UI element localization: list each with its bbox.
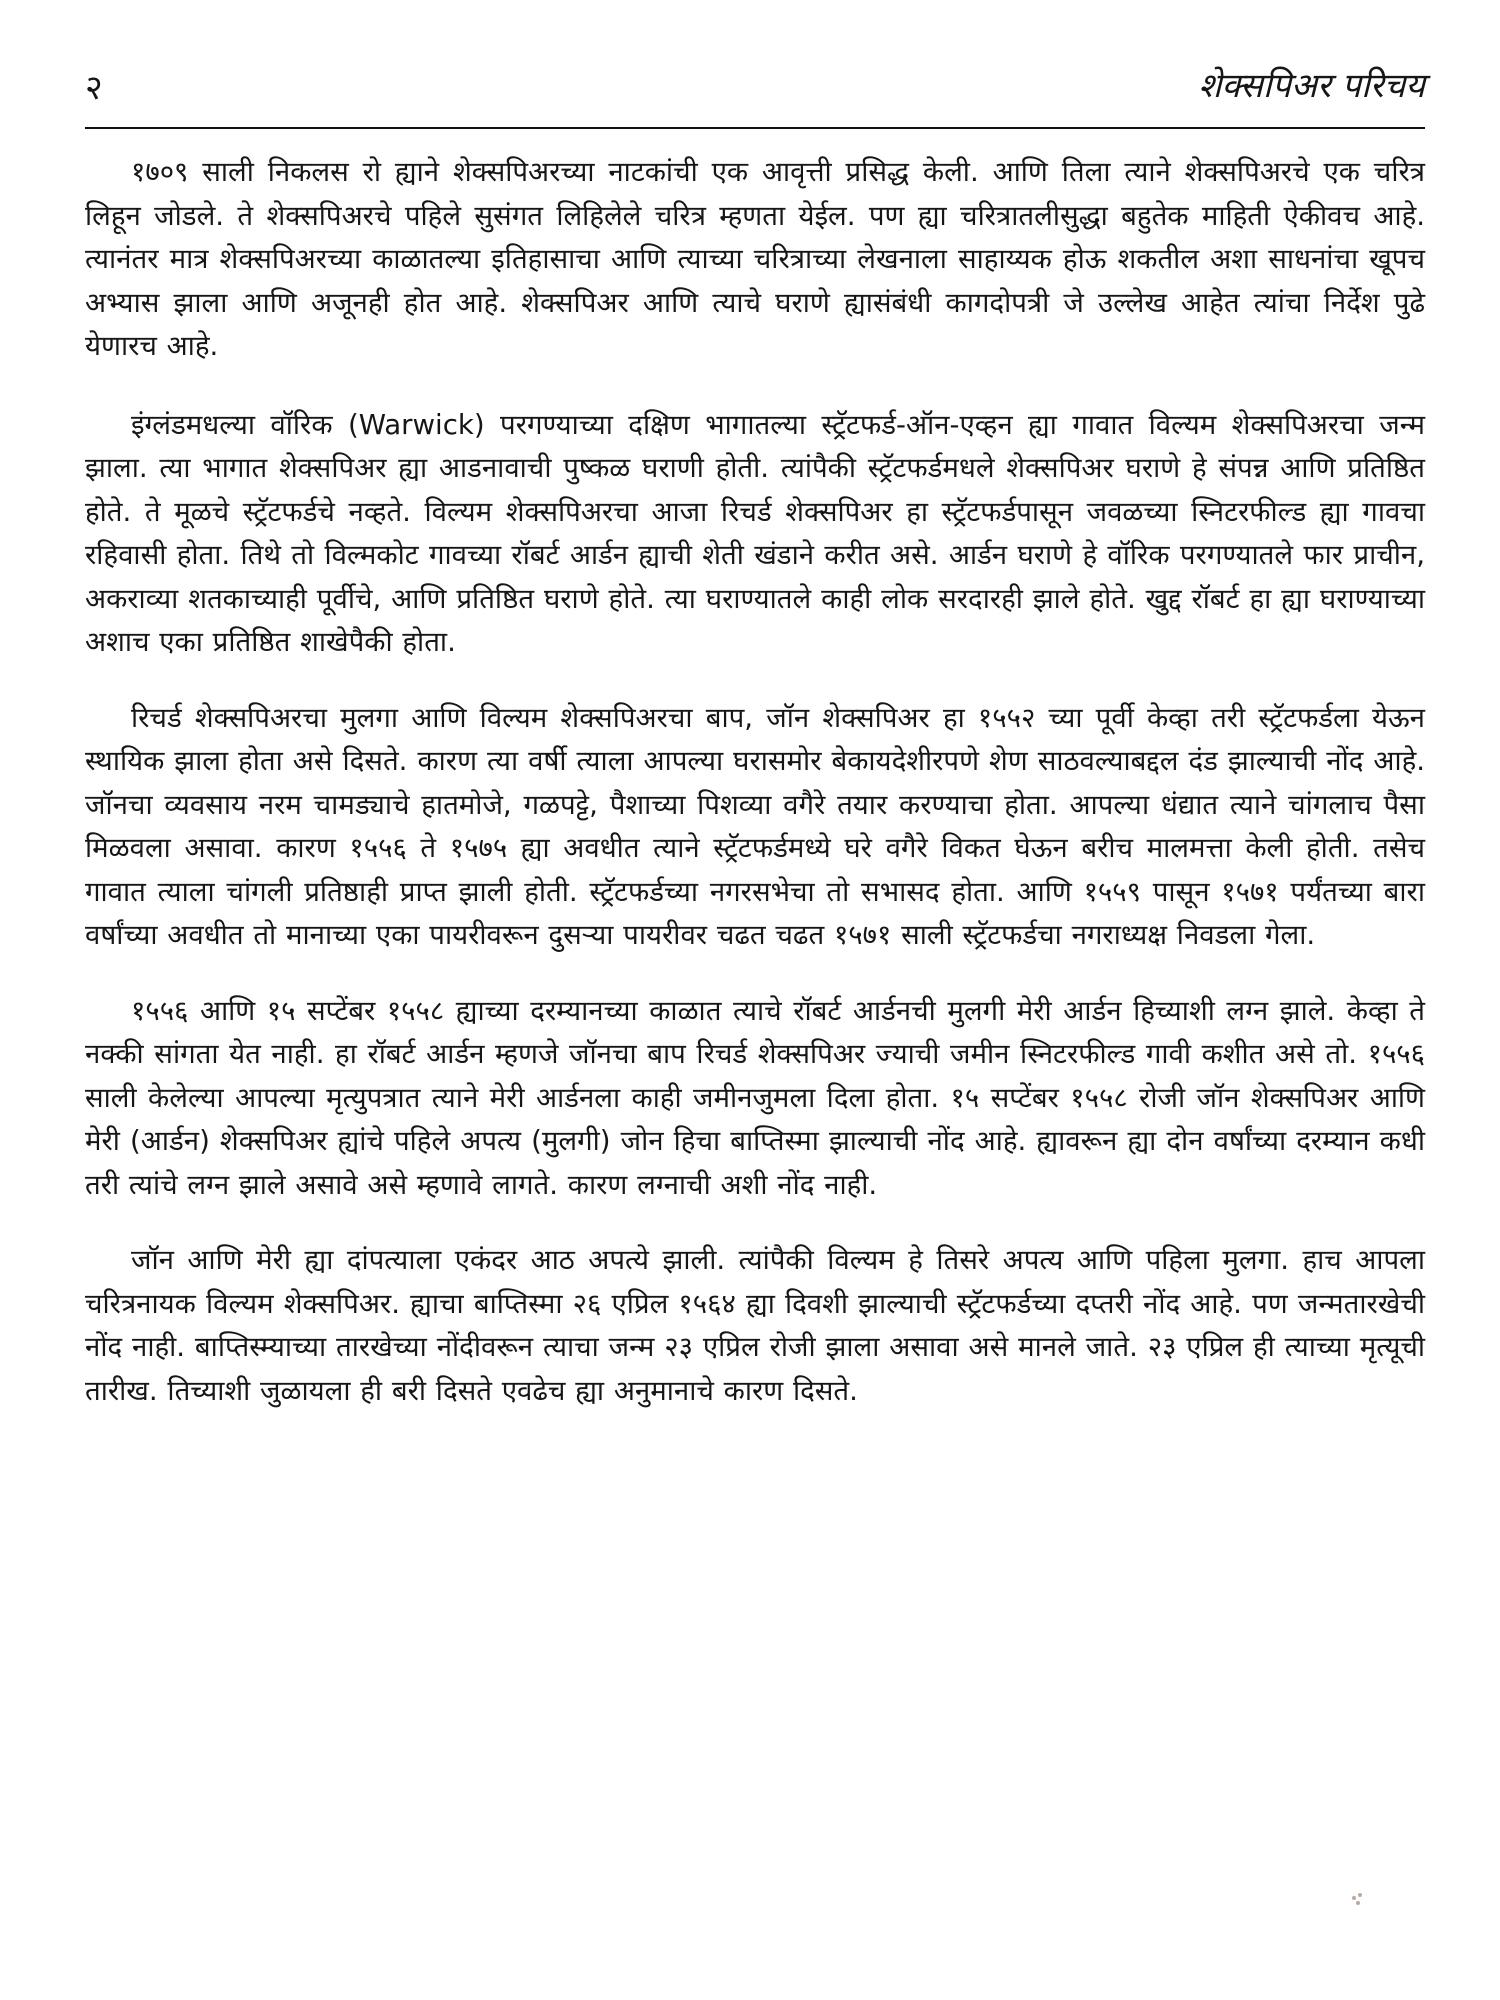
paragraph-4: १५५६ आणि १५ सप्टेंबर १५५८ ह्याच्या दरम्यानच्या काळात त्याचे रॉबर्ट आर्डनची मुलगी मेरी आर्डन हिच्याशी लग्न झाले. केव्हा ते नक्की सांगता येत नाही. हा रॉबर्ट आर्डन म्हणजे जॉनचा बाप रिचर्ड शेक्सपिअर ज्याची जमीन स्निटरफील्ड गावी कशीत असे तो. १५५६ साली केलेल्या आपल्या मृत्युपत्रात त्याने मेरी आर्डनला काही जमीनजुमला दिला होता. १५ सप्टेंबर १५५८ रोजी जॉन शेक्सपिअर आणि मेरी (आर्डन) शेक्सपिअर ह्यांचे पहिले अपत्य (मुलगी) जोन हिचा बाप्तिस्मा झाल्याची नोंद आहे. ह्यावरून ह्या दोन वर्षांच्या दरम्यान कधी तरी त्यांचे लग्न झाले असावे असे म्हणावे लागते. कारण लग्नाची अशी नोंद नाही. [85, 993, 1425, 1201]
page-header [85, 58, 1425, 118]
paragraph-1: १७०९ साली निकलस रो ह्याने शेक्सपिअरच्या नाटकांची एक आवृत्ती प्रसिद्ध केली. आणि तिला त्याने शेक्सपिअरचे एक चरित्र लिहून जोडले. ते शेक्सपिअरचे पहिले सुसंगत लिहिलेले चरित्र म्हणता येईल. पण ह्या चरित्रातलीसुद्धा बहुतेक माहिती ऐकीवच आहे. त्यानंतर मात्र शेक्सपिअरच्या काळातल्या इतिहासाचा आणि त्याच्या चरित्राच्या लेखनाला साहाय्यक होऊ शकतील अशा साधनांचा खूपच अभ्यास झाला आणि अजूनही होत आहे. शेक्सपिअर आणि त्याचे घराणे ह्यासंबंधी कागदोपत्री जे उल्लेख आहेत त्यांचा निर्देश पुढे येणारच आहे. [85, 155, 1425, 362]
paragraph-5: जॉन आणि मेरी ह्या दांपत्याला एकंदर आठ अपत्ये झाली. त्यांपैकी विल्यम हे तिसरे अपत्य आणि पहिला मुलगा. हाच आपला चरित्रनायक विल्यम शेक्सपिअर. ह्याचा बाप्तिस्मा २६ एप्रिल १५६४ ह्या दिवशी झाल्याची स्ट्रॅटफर्डच्या दप्तरी नोंद आहे. पण जन्मतारखेची नोंद नाही. बाप्तिस्म्याच्या तारखेच्या नोंदीवरून त्याचा जन्म २३ एप्रिल रोजी झाला असावा असे मानले जाते. २३ एप्रिल ही त्याच्या मृत्यूची तारीख. तिच्याशी जुळायला ही बरी दिसते एवढेच ह्या अनुमानाचे कारण दिसते. [85, 1243, 1425, 1407]
paper-speck [1352, 1893, 1366, 1907]
running-title: शेक्सपिअर परिचय [1198, 66, 1425, 106]
paragraph-2: इंग्लंडमधल्या वॉरिक (Warwick) परगण्याच्या दक्षिण भागातल्या स्ट्रॅटफर्ड-ऑन-एव्हन ह्या गावात विल्यम शेक्सपिअरचा जन्म झाला. त्या भागात शेक्सपिअर ह्या आडनावाची पुष्कळ घराणी होती. त्यांपैकी स्ट्रॅटफर्डमधले शेक्सपिअर घराणे हे संपन्न आणि प्रतिष्ठित होते. ते मूळचे स्ट्रॅटफर्डचे नव्हते. विल्यम शेक्सपिअरचा आजा रिचर्ड शेक्सपिअर हा स्ट्रॅटफर्डपासून जवळच्या स्निटरफील्ड ह्या गावचा रहिवासी होता. तिथे तो विल्मकोट गावच्या रॉबर्ट आर्डन ह्याची शेती खंडाने करीत असे. आर्डन घराणे हे वॉरिक परगण्यातले फार प्राचीन, अकराव्या शतकाच्याही पूर्वीचे, आणि प्रतिष्ठित घराणे होते. त्या घराण्यातले काही लोक सरदारही झाले होते. खुद्द रॉबर्ट हा ह्या घराण्याच्या अशाच एका प्रतिष्ठित शाखेपैकी होता. [85, 407, 1425, 658]
page-body [85, 150, 1425, 1444]
paragraph-3: रिचर्ड शेक्सपिअरचा मुलगा आणि विल्यम शेक्सपिअरचा बाप, जॉन शेक्सपिअर हा १५५२ च्या पूर्वी केव्हा तरी स्ट्रॅटफर्डला येऊन स्थायिक झाला होता असे दिसते. कारण त्या वर्षी त्याला आपल्या घरासमोर बेकायदेशीरपणे शेण साठवल्याबद्दल दंड झाल्याची नोंद आहे. जॉनचा व्यवसाय नरम चामड्याचे हातमोजे, गळपट्टे, पैशाच्या पिशव्या वगैरे तयार करण्याचा होता. आपल्या धंद्यात त्याने चांगलाच पैसा मिळवला असावा. कारण १५५६ ते १५७५ ह्या अवधीत त्याने स्ट्रॅटफर्डमध्ये घरे वगैरे विकत घेऊन बरीच मालमत्ता केली होती. तसेच गावात त्याला चांगली प्रतिष्ठाही प्राप्त झाली होती. स्ट्रॅटफर्डच्या नगरसभेचा तो सभासद होता. आणि १५५९ पासून १५७१ पर्यंतच्या बारा वर्षांच्या अवधीत तो मानाच्या एका पायरीवरून दुसऱ्या पायरीवर चढत चढत १५७१ साली स्ट्रॅटफर्डचा नगराध्यक्ष निवडला गेला. [85, 700, 1425, 951]
header-rule [85, 127, 1425, 129]
page-number: २ [85, 68, 103, 108]
